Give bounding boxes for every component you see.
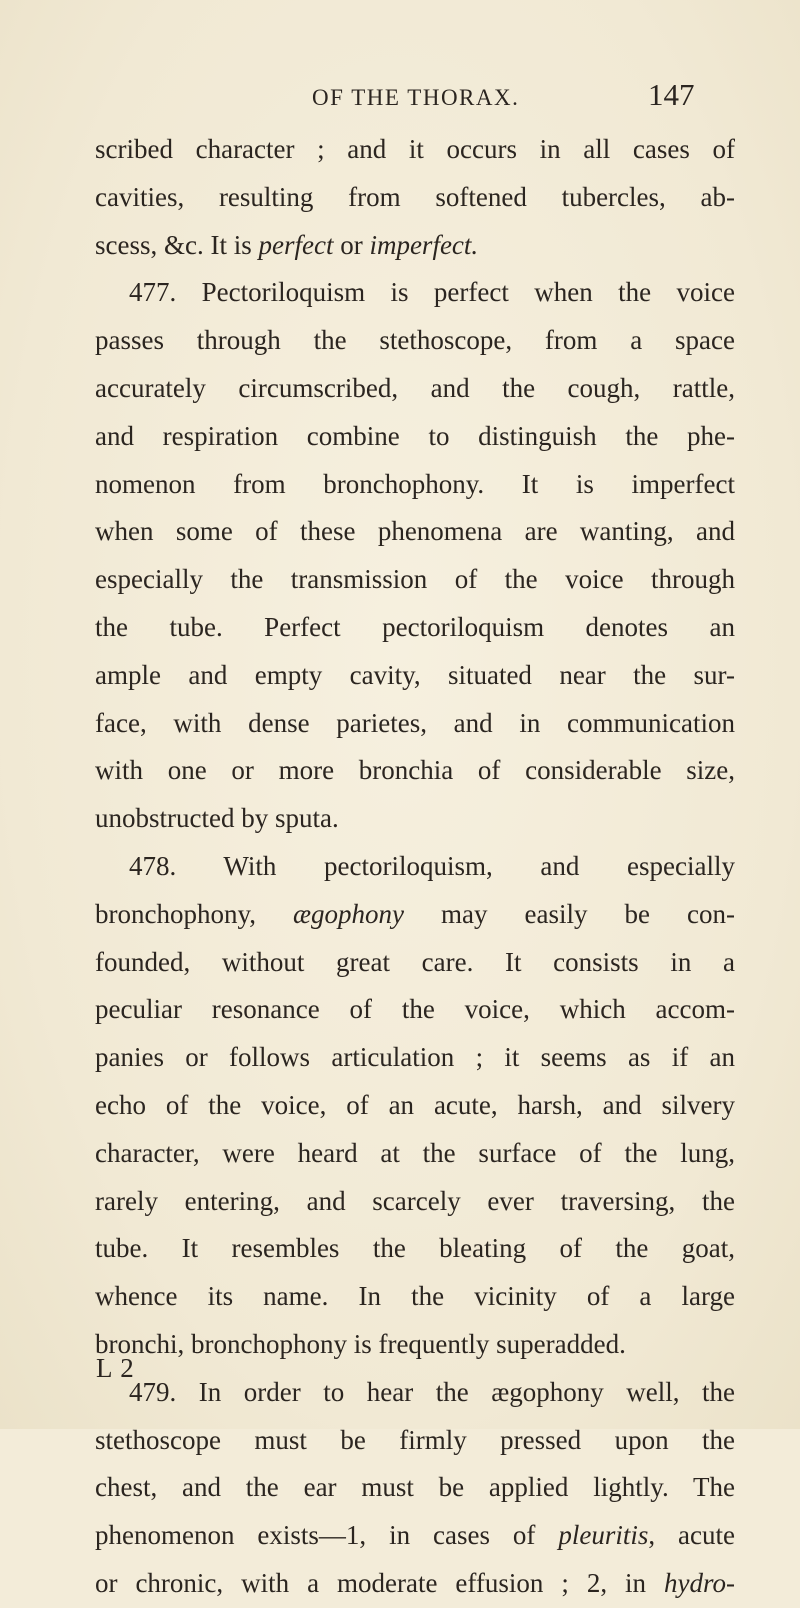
text-line: accurately circumscribed, and the cough, rattle, [95, 372, 735, 403]
text-line: stethoscope must be firmly pressed upon the [95, 1424, 735, 1455]
text-run: or chronic, with a moderate effusion ; 2, in [95, 1567, 665, 1598]
text-line: ample and empty cavity, situated near the sur- [95, 659, 735, 690]
paragraph-479-start: 479. In order to hear the ægophony well, the [129, 1376, 735, 1407]
text-line: scribed character ; and it occurs in all cases of [95, 134, 735, 164]
text-line: founded, without great care. It consists in a [95, 946, 735, 977]
text-line: peculiar resonance of the voice, which accom- [95, 994, 735, 1025]
signature-mark: L 2 [96, 1353, 135, 1383]
text-line: passes through the stethoscope, from a space [95, 325, 735, 356]
emphasis-perfect: perfect [258, 229, 334, 260]
text-run: or [333, 229, 370, 260]
text-run: phenomenon exists—1, in cases of [95, 1520, 559, 1551]
text-line: bronchi, bronchophony is frequently superadded. [95, 1328, 626, 1359]
emphasis-aegophony: ægophony [293, 898, 404, 929]
text-line: nomenon from bronchophony. It is imperfect [95, 468, 735, 499]
paragraph-477-start: 477. Pectoriloquism is perfect when the voice [129, 277, 735, 308]
text-line: tube. It resembles the bleating of the goat, [95, 1233, 735, 1264]
text-line: the tube. Perfect pectoriloquism denotes an [95, 611, 735, 642]
text-line [95, 222, 735, 270]
text-run: may easily be con- [404, 898, 735, 929]
text-line: panies or follows articulation ; it seems as if an [95, 1042, 735, 1073]
text-line: unobstructed by sputa. [95, 803, 339, 834]
paragraph-478-start: 478. With pectoriloquism, and especially [129, 850, 735, 881]
body-text [95, 126, 735, 1608]
text-line: and respiration combine to distinguish the phe- [95, 420, 735, 451]
text-line [95, 1560, 735, 1608]
text-line: echo of the voice, of an acute, harsh, and silvery [95, 1089, 735, 1120]
text-line [95, 1512, 735, 1560]
text-line: character, were heard at the surface of the lung, [95, 1137, 735, 1168]
text-line: especially the transmission of the voice through [95, 564, 735, 595]
text-line: cavities, resulting from softened tubercles, ab- [95, 181, 735, 212]
text-line [95, 891, 735, 939]
text-run: bronchophony, [95, 898, 293, 929]
text-line: when some of these phenomena are wanting, and [95, 516, 735, 547]
page-number: 147 [648, 77, 695, 112]
text-run: scess, &c. It is [95, 229, 259, 260]
text-run: , acute [648, 1520, 735, 1551]
text-line: rarely entering, and scarcely ever traversing, the [95, 1185, 735, 1216]
text-line: whence its name. In the vicinity of a large [95, 1281, 735, 1312]
running-head: OF THE THORAX. [312, 85, 520, 110]
emphasis-imperfect: imperfect. [369, 229, 479, 260]
text-line: face, with dense parietes, and in communication [95, 707, 735, 738]
emphasis-hydro: hydro- [664, 1567, 735, 1598]
emphasis-pleuritis: pleuritis [558, 1520, 649, 1551]
text-line: chest, and the ear must be applied lightly. The [95, 1472, 735, 1503]
text-line: with one or more bronchia of considerable size, [95, 755, 735, 786]
page-header [0, 75, 800, 115]
